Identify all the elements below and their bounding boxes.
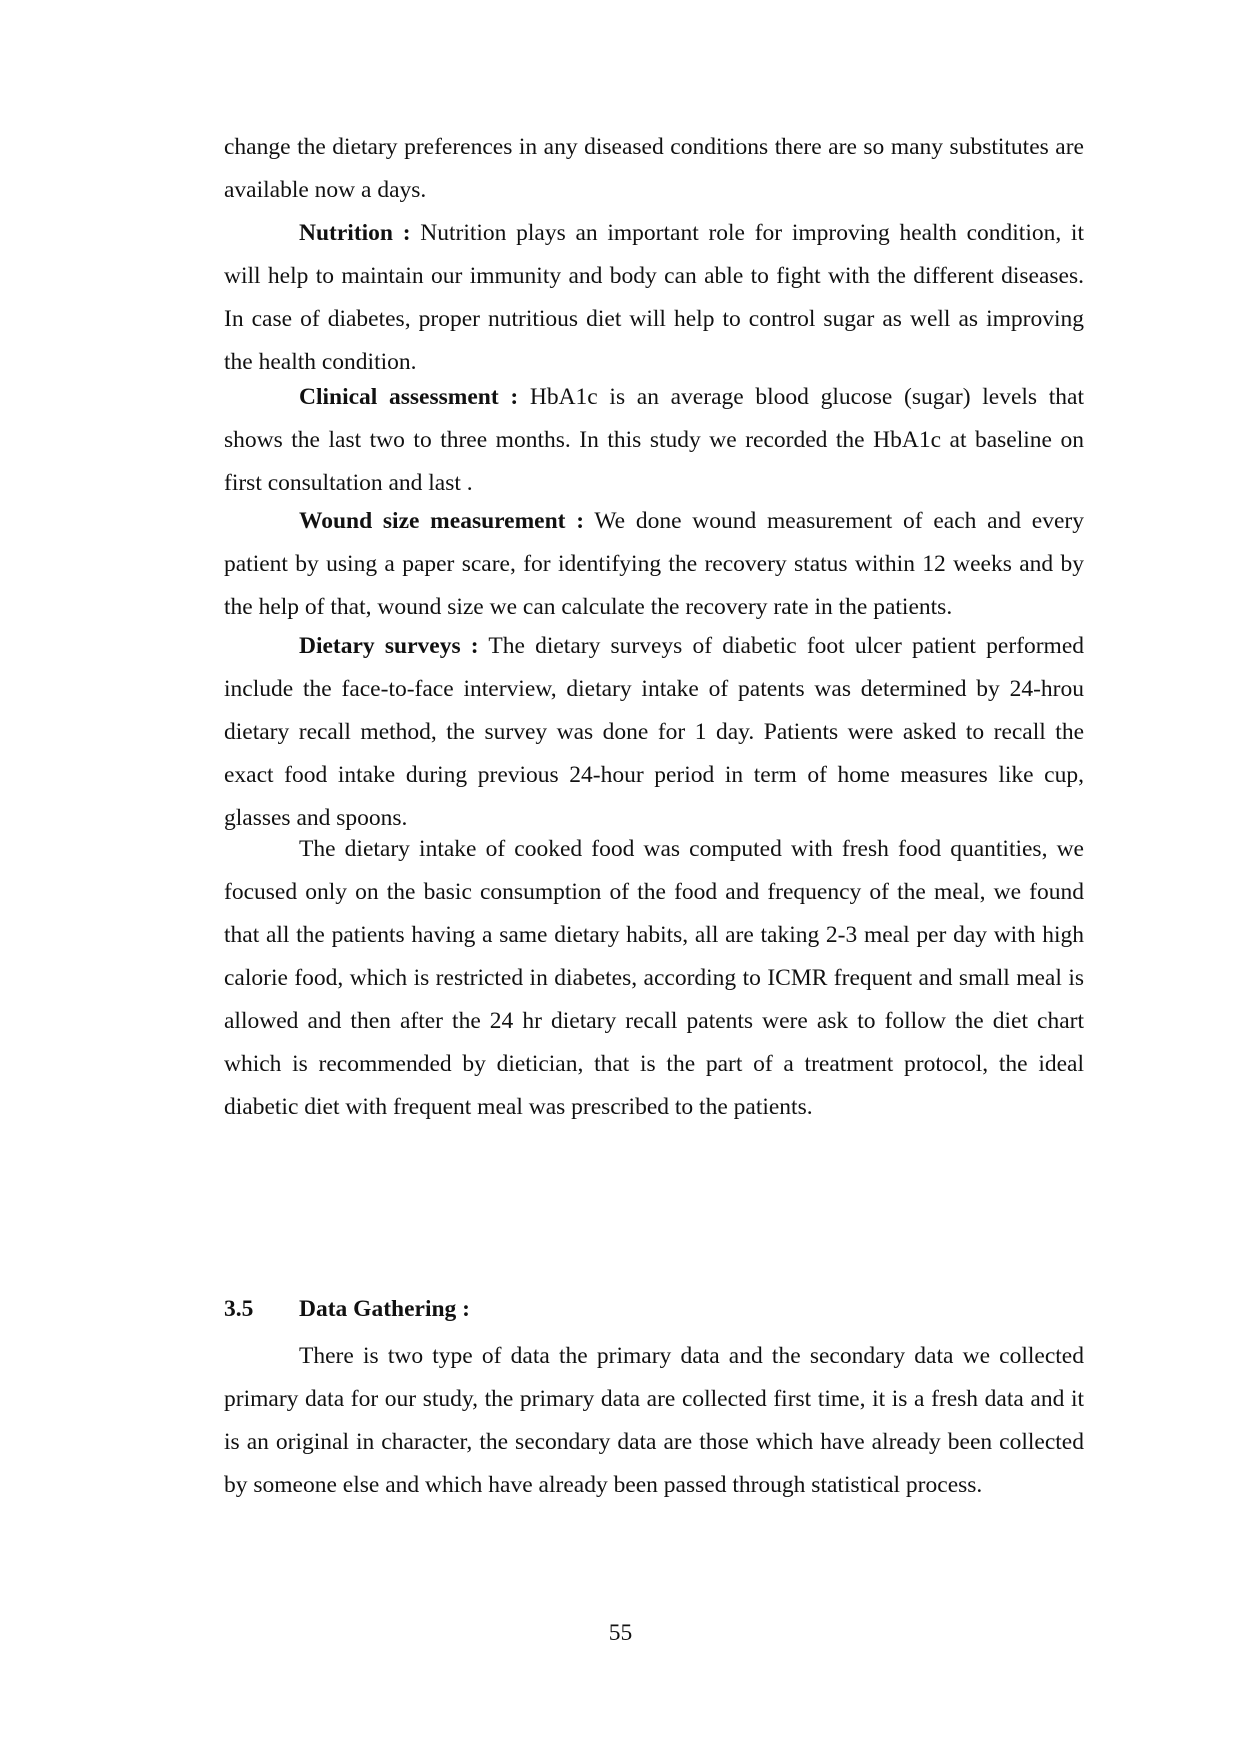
paragraph-data-gathering [224,1335,1084,1507]
paragraph-dietary-preferences [224,126,1084,212]
section-title: Data Gathering : [299,1296,471,1322]
paragraph-nutrition [224,212,1084,384]
paragraph-text: The dietary intake of cooked food was computed with fresh food quantities, we focused only on the basic consumption of the food and frequency of the meal, we found that all the patients having a same dietary habits, all are taking 2-3 meal per day with high calorie food, which is restricted in diabetes, according to ICMR frequent and small meal is allowed and then after the 24 hr dietary recall patents were ask to follow the diet chart which is recommended by dietician, that is the part of a treatment protocol, the ideal diabetic diet with frequent meal was prescribed to the patients. [224,836,1084,1120]
paragraph-clinical-assessment [224,376,1084,505]
section-heading [224,1288,470,1331]
term-nutrition: Nutrition : [299,220,411,246]
paragraph-text: We done wound measurement of each and every patient by using a paper scare, for identifying the recovery status within 12 weeks and by the help of that, wound size we can calculate the recovery rate in the patients. [224,508,1084,620]
paragraph-text: There is two type of data the primary data and the secondary data we collected primary data for our study, the primary data are collected first time, it is a fresh data and it is an original in character, the secondary data are those which have already been collected by someone else and which have already been passed through statistical process. [224,1343,1084,1498]
term-dietary-surveys: Dietary surveys : [299,633,479,659]
term-clinical-assessment: Clinical assessment : [299,384,519,410]
page-number: 55 [608,1620,633,1646]
paragraph-text: Nutrition plays an important role for improving health condition, it will help to maintain our immunity and body can able to fight with the different diseases. In case of diabetes, proper nutritious diet will help to control sugar as well as improving the health condition. [224,220,1084,375]
term-wound-size: Wound size measurement : [299,508,585,534]
section-number: 3.5 [224,1296,254,1322]
paragraph-text: HbA1c is an average blood glucose (sugar) levels that shows the last two to three months. In this study we recorded the HbA1c at baseline on first consultation and last . [224,384,1084,496]
paragraph-wound-size [224,500,1084,629]
paragraph-text: change the dietary preferences in any diseased conditions there are so many substitutes are available now a days. [224,134,1084,203]
paragraph-dietary-surveys [224,625,1084,840]
paragraph-dietary-intake [224,828,1084,1129]
paragraph-text: The dietary surveys of diabetic foot ulcer patient performed include the face-to-face interview, dietary intake of patents was determined by 24-hrou dietary recall method, the survey was done for 1 day. Patients were asked to recall the exact food intake during previous 24-hour period in term of home measures like cup, glasses and spoons. [224,633,1084,831]
